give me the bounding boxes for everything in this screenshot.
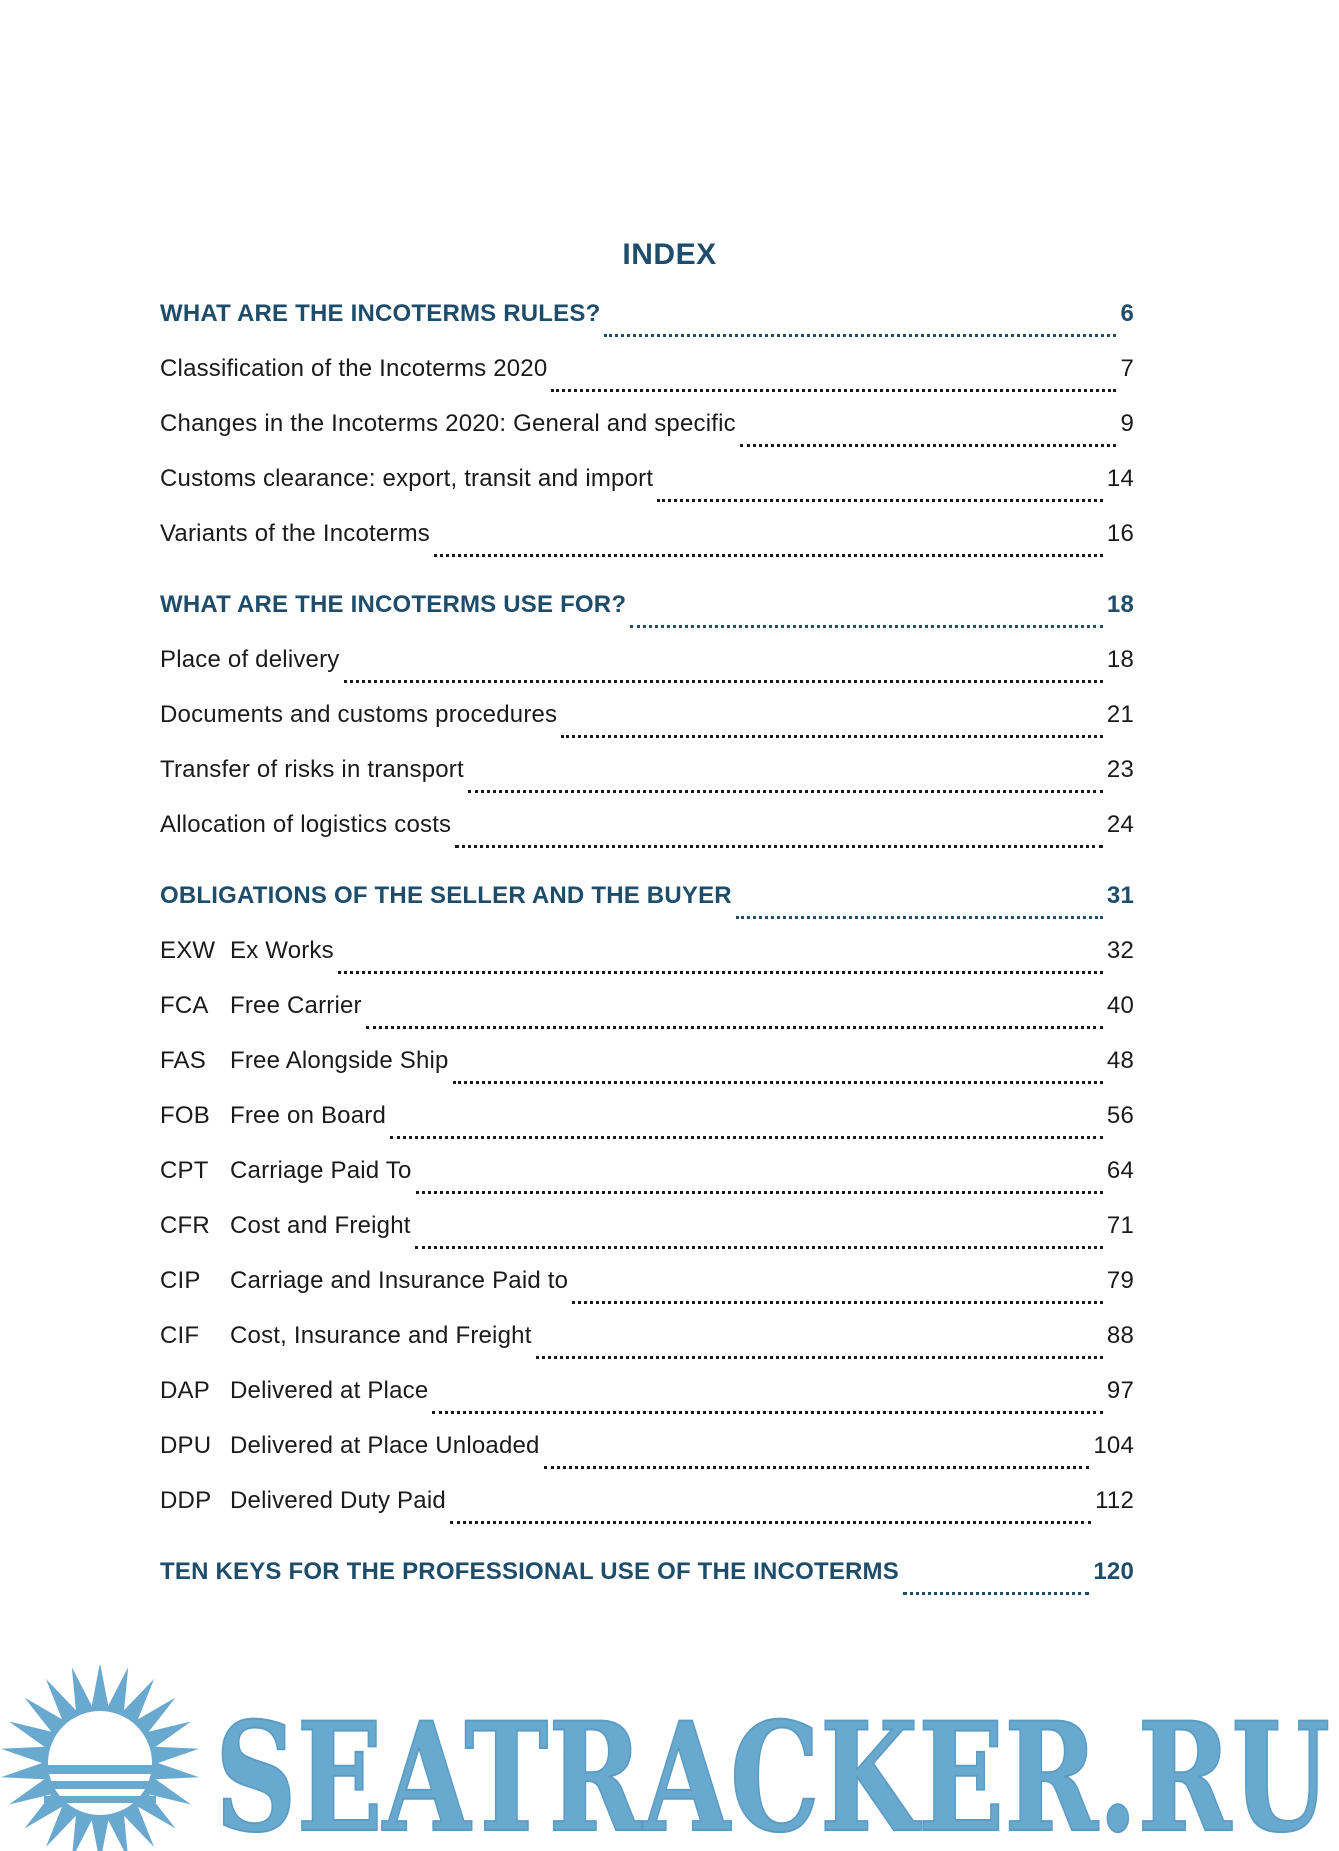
dot-leader: [415, 1246, 1103, 1249]
toc-page-number: 97: [1106, 1377, 1134, 1404]
incoterm-code: DAP: [160, 1377, 210, 1404]
incoterm-code: EXW: [160, 937, 216, 964]
section-spacer: [160, 1542, 1134, 1558]
dot-leader: [434, 554, 1103, 557]
section-spacer: [160, 866, 1134, 882]
toc-entry-label: Variants of the Incoterms: [160, 520, 431, 547]
toc-entry[interactable]: [160, 520, 1134, 575]
toc-section-heading[interactable]: [160, 300, 1134, 355]
incoterm-code: FAS: [160, 1047, 206, 1074]
toc-entry-label: Free on Board: [230, 1102, 387, 1129]
toc-entry-label: TEN KEYS FOR THE PROFESSIONAL USE OF THE INCOTERMS: [160, 1558, 899, 1585]
toc-page-number: 48: [1106, 1047, 1134, 1074]
toc-entry-label: Customs clearance: export, transit and import: [160, 465, 654, 492]
sun-icon: [1, 1665, 199, 1851]
toc-section-heading[interactable]: [160, 591, 1134, 646]
dot-leader: [432, 1411, 1103, 1414]
dot-leader: [657, 499, 1103, 502]
toc-section-heading[interactable]: [160, 1558, 1134, 1613]
dot-leader: [338, 971, 1103, 974]
incoterm-code: DPU: [160, 1432, 212, 1459]
toc-entry[interactable]: [160, 811, 1134, 866]
toc-entry-label: Delivered at Place Unloaded: [230, 1432, 540, 1459]
toc-entry[interactable]: [160, 355, 1134, 410]
toc-entry-label: Transfer of risks in transport: [160, 756, 464, 783]
toc-entry[interactable]: [160, 1487, 1134, 1542]
toc-entry[interactable]: [160, 1267, 1134, 1322]
dot-leader: [450, 1521, 1091, 1524]
incoterm-code: FOB: [160, 1102, 210, 1129]
dot-leader: [561, 735, 1103, 738]
toc-page-number: 9: [1120, 410, 1134, 437]
toc-entry[interactable]: [160, 1377, 1134, 1432]
toc-page-number: 16: [1106, 520, 1134, 547]
dot-leader: [740, 444, 1117, 447]
toc-page-number: 18: [1106, 591, 1134, 618]
toc-entry-label: Cost, Insurance and Freight: [230, 1322, 532, 1349]
toc-entry[interactable]: [160, 937, 1134, 992]
dot-leader: [572, 1301, 1103, 1304]
toc-page-number: 31: [1106, 882, 1134, 909]
toc-entry-label: Place of delivery: [160, 646, 340, 673]
dot-leader: [453, 1081, 1103, 1084]
incoterm-code: CIF: [160, 1322, 200, 1349]
dot-leader: [468, 790, 1103, 793]
toc-page-number: 64: [1106, 1157, 1134, 1184]
watermark: [0, 1665, 1339, 1851]
section-spacer: [160, 575, 1134, 591]
dot-leader: [604, 334, 1116, 337]
toc-entry[interactable]: [160, 701, 1134, 756]
dot-leader: [736, 916, 1103, 919]
toc-entry-label: Free Carrier: [230, 992, 362, 1019]
incoterm-code: FCA: [160, 992, 209, 1019]
page-title: INDEX: [622, 238, 717, 271]
watermark-text: SEATRACKER.RU: [215, 1690, 1330, 1851]
toc-page-number: 18: [1106, 646, 1134, 673]
toc-entry-label: Allocation of logistics costs: [160, 811, 452, 838]
toc-entry-label: Documents and customs procedures: [160, 701, 558, 728]
incoterm-code: CIP: [160, 1267, 201, 1294]
toc-entry-label: Delivered at Place: [230, 1377, 429, 1404]
toc-page-number: 79: [1106, 1267, 1134, 1294]
toc-entry-label: Carriage and Insurance Paid to: [230, 1267, 569, 1294]
toc-entry-label: WHAT ARE THE INCOTERMS RULES?: [160, 300, 601, 327]
toc-entry-label: Ex Works: [230, 937, 334, 964]
toc-entry-label: Delivered Duty Paid: [230, 1487, 446, 1514]
toc-page-number: 32: [1106, 937, 1134, 964]
toc-page-number: 88: [1106, 1322, 1134, 1349]
toc-page-number: 24: [1106, 811, 1134, 838]
toc-entry[interactable]: [160, 1102, 1134, 1157]
toc-entry-label: WHAT ARE THE INCOTERMS USE FOR?: [160, 591, 627, 618]
toc-page-number: 120: [1093, 1558, 1134, 1585]
toc-page-number: 23: [1106, 756, 1134, 783]
table-of-contents: [160, 300, 1134, 1613]
toc-page-number: 14: [1106, 465, 1134, 492]
toc-entry[interactable]: [160, 1212, 1134, 1267]
dot-leader: [344, 680, 1103, 683]
dot-leader: [366, 1026, 1103, 1029]
incoterm-code: DDP: [160, 1487, 212, 1514]
dot-leader: [551, 389, 1116, 392]
toc-entry-label: OBLIGATIONS OF THE SELLER AND THE BUYER: [160, 882, 732, 909]
toc-entry[interactable]: [160, 1322, 1134, 1377]
toc-entry-label: Carriage Paid To: [230, 1157, 412, 1184]
toc-entry[interactable]: [160, 1157, 1134, 1212]
incoterm-code: CPT: [160, 1157, 209, 1184]
toc-page-number: 21: [1106, 701, 1134, 728]
toc-page-number: 6: [1120, 300, 1134, 327]
dot-leader: [536, 1356, 1103, 1359]
toc-section-heading[interactable]: [160, 882, 1134, 937]
dot-leader: [630, 625, 1103, 628]
incoterm-code: CFR: [160, 1212, 210, 1239]
toc-page-number: 71: [1106, 1212, 1134, 1239]
toc-entry[interactable]: [160, 1432, 1134, 1487]
toc-page-number: 112: [1095, 1487, 1134, 1514]
dot-leader: [455, 845, 1103, 848]
toc-page-number: 104: [1093, 1432, 1134, 1459]
toc-page-number: 56: [1106, 1102, 1134, 1129]
toc-entry[interactable]: [160, 465, 1134, 520]
dot-leader: [416, 1191, 1103, 1194]
toc-entry[interactable]: [160, 410, 1134, 465]
toc-entry-label: Changes in the Incoterms 2020: General and specific: [160, 410, 736, 437]
dot-leader: [903, 1592, 1089, 1595]
toc-page-number: 40: [1106, 992, 1134, 1019]
toc-entry-label: Cost and Freight: [230, 1212, 411, 1239]
toc-entry-label: Classification of the Incoterms 2020: [160, 355, 548, 382]
dot-leader: [544, 1466, 1090, 1469]
toc-entry-label: Free Alongside Ship: [230, 1047, 449, 1074]
toc-page-number: 7: [1120, 355, 1134, 382]
toc-entry[interactable]: [160, 992, 1134, 1047]
toc-entry[interactable]: [160, 1047, 1134, 1102]
toc-entry[interactable]: [160, 756, 1134, 811]
dot-leader: [390, 1136, 1103, 1139]
toc-entry[interactable]: [160, 646, 1134, 701]
